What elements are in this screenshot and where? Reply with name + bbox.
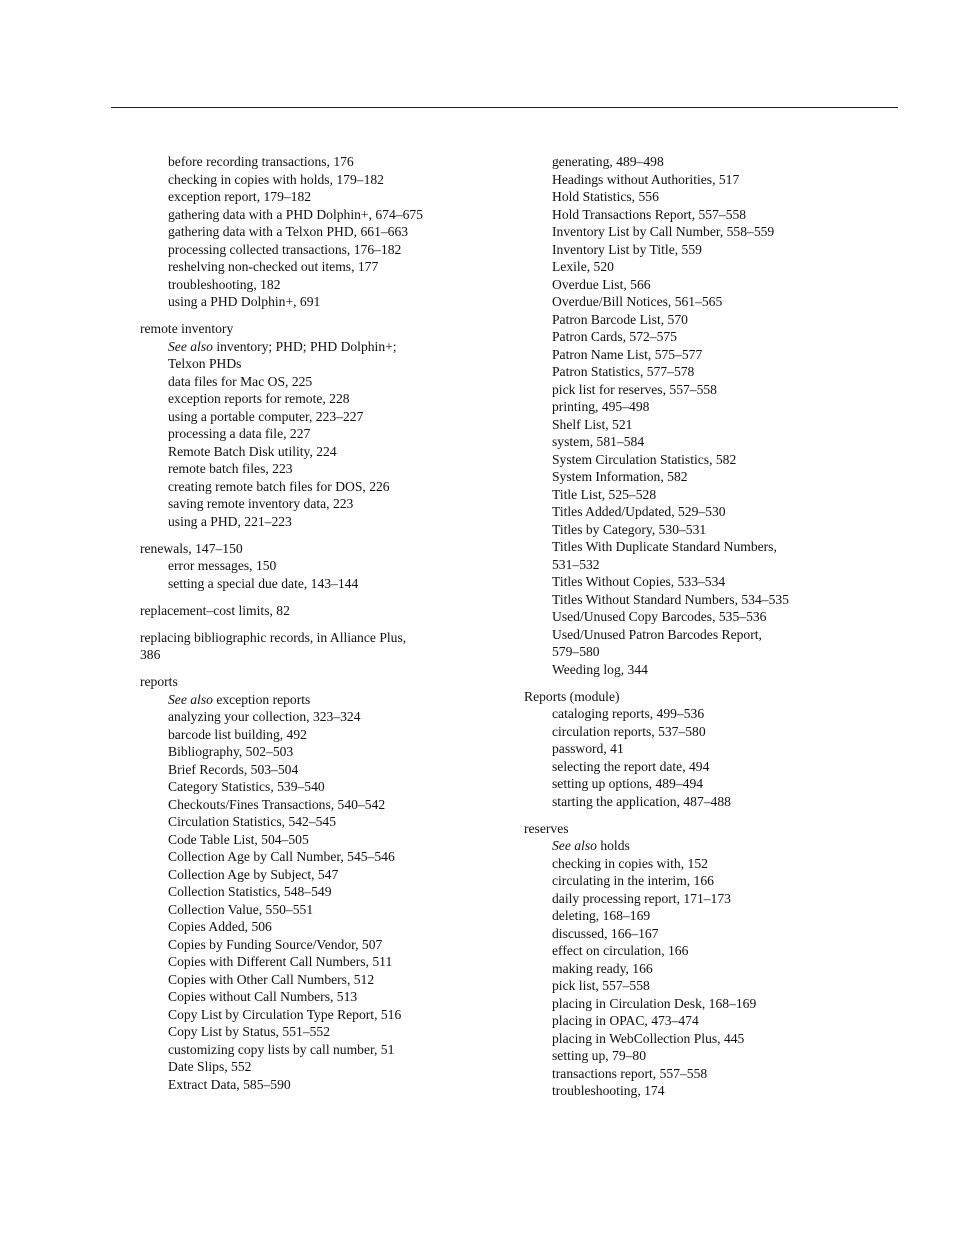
index-subentry: generating, 489–498 [552, 154, 664, 169]
index-subentry: password, 41 [552, 741, 624, 756]
index-subentry-continued: 531–532 [552, 556, 600, 572]
index-subentry: making ready, 166 [552, 960, 653, 976]
index-subentry: system, 581–584 [552, 434, 645, 449]
index-subentry: System Information, 582 [552, 469, 688, 484]
index-subentry: selecting the report date, 494 [552, 758, 710, 774]
index-subentry: Copies by Funding Source/Vendor, 507 [168, 936, 383, 952]
index-subentry: using a PHD Dolphin+, 691 [168, 294, 321, 309]
index-subentry: Used/Unused Copy Barcodes, 535–536 [552, 609, 767, 624]
index-subentry: error messages, 150 [168, 558, 277, 573]
index-subentry: using a portable computer, 223–227 [168, 408, 364, 424]
index-subentry: Extract Data, 585–590 [168, 1076, 291, 1092]
index-heading: reserves [524, 820, 569, 836]
index-subentry: Checkouts/Fines Transactions, 540–542 [168, 796, 386, 812]
index-subentry: Collection Age by Subject, 547 [168, 866, 339, 882]
see-also-label: See also [552, 838, 597, 853]
index-entry [140, 540, 470, 593]
index-subentry: daily processing report, 171–173 [552, 890, 731, 906]
index-subentry: Titles by Category, 530–531 [552, 521, 707, 537]
index-subentry: pick list, 557–558 [552, 978, 650, 993]
see-also-reference [524, 837, 844, 855]
index-entry [140, 602, 470, 620]
index-subentry: exception reports for remote, 228 [168, 391, 350, 406]
see-also-target: holds [596, 838, 630, 853]
index-subentry: gathering data with a Telxon PHD, 661–663 [168, 224, 409, 239]
index-subentry: Date Slips, 552 [168, 1059, 252, 1074]
index-subentry: transactions report, 557–558 [552, 1065, 708, 1081]
index-subentry: placing in OPAC, 473–474 [552, 1013, 699, 1028]
index-entry [140, 629, 470, 664]
index-entry [524, 820, 844, 1100]
index-subentry: Code Table List, 504–505 [168, 831, 309, 847]
index-subentry: starting the application, 487–488 [552, 793, 731, 809]
index-subentry: Weeding log, 344 [552, 661, 648, 677]
index-subentry: placing in WebCollection Plus, 445 [552, 1030, 745, 1046]
see-also-reference [140, 338, 470, 356]
index-subentry: Circulation Statistics, 542–545 [168, 814, 337, 829]
index-subentry: setting up options, 489–494 [552, 776, 704, 791]
index-subentry: Patron Name List, 575–577 [552, 346, 703, 362]
index-subentry: Copies Added, 506 [168, 919, 272, 934]
index-subentry: Patron Statistics, 577–578 [552, 364, 695, 379]
index-subentry: Bibliography, 502–503 [168, 744, 294, 759]
index-subentry: Copies without Call Numbers, 513 [168, 989, 358, 1004]
index-heading-continued: 386 [140, 647, 161, 662]
index-subentry: Title List, 525–528 [552, 486, 657, 502]
index-subentry: Hold Transactions Report, 557–558 [552, 206, 747, 222]
index-heading: replacing bibliographic records, in Alliance Plus, [140, 629, 407, 645]
index-subentry: Titles With Duplicate Standard Numbers, [552, 539, 777, 554]
index-subentry: Hold Statistics, 556 [552, 189, 659, 204]
index-subentry: Category Statistics, 539–540 [168, 779, 325, 794]
index-subentry: customizing copy lists by call number, 51 [168, 1041, 395, 1057]
header-rule [111, 107, 898, 108]
index-subentry: Copies with Other Call Numbers, 512 [168, 971, 375, 987]
index-subentry: pick list for reserves, 557–558 [552, 381, 717, 397]
see-also-label: See also [168, 338, 213, 354]
index-subentry: cataloging reports, 499–536 [552, 706, 705, 721]
index-subentry: Collection Value, 550–551 [168, 901, 314, 917]
index-subentry: circulation reports, 537–580 [552, 723, 706, 739]
index-subentry: creating remote batch files for DOS, 226 [168, 478, 390, 494]
index-subentry: Overdue List, 566 [552, 276, 651, 292]
index-subentry: Lexile, 520 [552, 259, 614, 274]
index-subentry: checking in copies with, 152 [552, 855, 708, 871]
index-subentry: effect on circulation, 166 [552, 943, 689, 958]
index-subentry: Collection Age by Call Number, 545–546 [168, 849, 395, 864]
index-subentry: Overdue/Bill Notices, 561–565 [552, 294, 723, 309]
index-subentry-continued: 579–580 [552, 644, 600, 659]
index-subentry: processing a data file, 227 [168, 426, 311, 441]
index-subentry: printing, 495–498 [552, 399, 650, 414]
index-heading: replacement–cost limits, 82 [140, 602, 290, 618]
index-subentry: checking in copies with holds, 179–182 [168, 171, 384, 187]
index-entry [140, 320, 470, 530]
index-subentry: Brief Records, 503–504 [168, 761, 299, 777]
index-subentry: Collection Statistics, 548–549 [168, 884, 332, 899]
index-subentry: gathering data with a PHD Dolphin+, 674–675 [168, 206, 423, 222]
see-also-target: exception reports [212, 691, 311, 707]
index-subentry: barcode list building, 492 [168, 726, 307, 742]
index-subentry: circulating in the interim, 166 [552, 873, 714, 888]
index-heading: remote inventory [140, 321, 234, 336]
index-subentry: processing collected transactions, 176–182 [168, 241, 402, 257]
index-subentry: Titles Without Copies, 533–534 [552, 574, 726, 589]
see-also-reference [140, 691, 470, 709]
index-subentry: data files for Mac OS, 225 [168, 373, 313, 389]
index-subentry: remote batch files, 223 [168, 461, 293, 476]
index-subentry: troubleshooting, 182 [168, 276, 281, 292]
index-column-right [524, 153, 844, 1109]
index-subentry: Shelf List, 521 [552, 416, 633, 432]
index-subentry: setting a special due date, 143–144 [168, 575, 359, 591]
index-subentry: deleting, 168–169 [552, 908, 651, 923]
index-subentry: System Circulation Statistics, 582 [552, 451, 737, 467]
index-heading: renewals, 147–150 [140, 540, 243, 556]
index-subentry: Copy List by Status, 551–552 [168, 1024, 331, 1039]
index-subentry: Inventory List by Title, 559 [552, 241, 702, 257]
index-subentry: Used/Unused Patron Barcodes Report, [552, 626, 762, 642]
index-column-left [140, 153, 470, 1103]
index-subentry: using a PHD, 221–223 [168, 513, 292, 529]
index-subentry: exception report, 179–182 [168, 189, 312, 204]
index-subentry: Titles Added/Updated, 529–530 [552, 504, 726, 519]
index-subentry: before recording transactions, 176 [168, 154, 354, 169]
index-subentry: Titles Without Standard Numbers, 534–535 [552, 591, 789, 607]
index-subentry: analyzing your collection, 323–324 [168, 709, 361, 724]
index-subentry: placing in Circulation Desk, 168–169 [552, 995, 757, 1011]
index-entry [524, 153, 844, 678]
index-subentry: Patron Barcode List, 570 [552, 311, 688, 327]
index-subentry: Inventory List by Call Number, 558–559 [552, 224, 775, 239]
index-heading: reports [140, 674, 178, 689]
see-also-label: See also [168, 691, 213, 707]
index-entry [140, 153, 470, 311]
index-entry [524, 688, 844, 811]
index-subentry: reshelving non-checked out items, 177 [168, 259, 379, 274]
index-subentry: Remote Batch Disk utility, 224 [168, 443, 337, 459]
index-subentry: troubleshooting, 174 [552, 1083, 665, 1098]
index-subentry: setting up, 79–80 [552, 1048, 647, 1063]
index-subentry: Headings without Authorities, 517 [552, 171, 740, 187]
index-heading: Reports (module) [524, 688, 620, 704]
index-subentry: Patron Cards, 572–575 [552, 329, 677, 344]
index-subentry: Copy List by Circulation Type Report, 516 [168, 1006, 402, 1022]
index-subentry: Copies with Different Call Numbers, 511 [168, 954, 393, 969]
index-entry [140, 673, 470, 1093]
index-subentry: discussed, 166–167 [552, 925, 659, 941]
index-subentry: saving remote inventory data, 223 [168, 496, 354, 511]
see-also-target-continued: Telxon PHDs [168, 356, 242, 371]
see-also-target: inventory; PHD; PHD Dolphin+; [212, 338, 397, 354]
